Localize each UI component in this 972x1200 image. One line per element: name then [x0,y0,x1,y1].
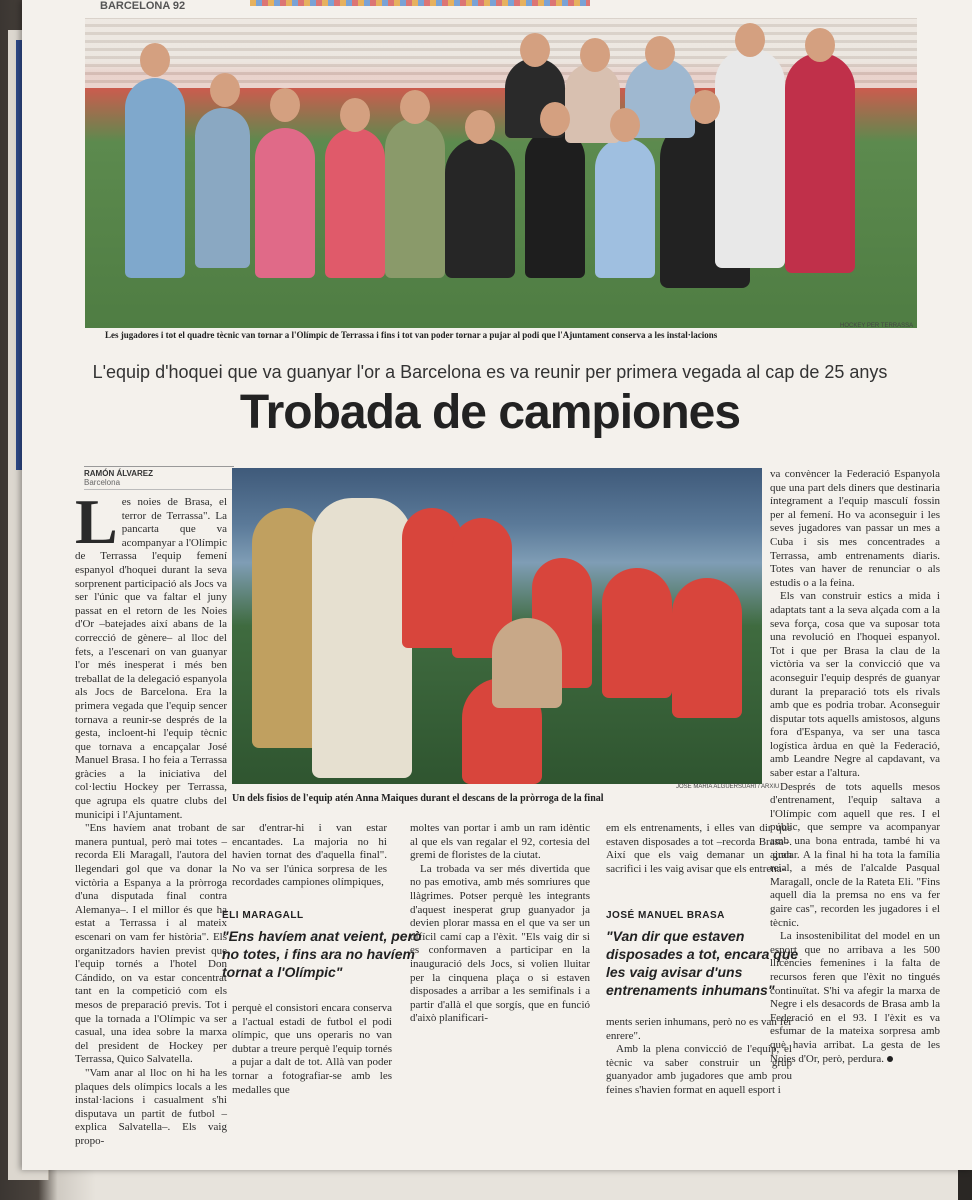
headline: Trobada de campiones [239,386,741,439]
photo-caption: Les jugadores i tot el quadre tècnic van tornar a l'Olímpic de Terrassa i fins i tot van poder tornar a pujar al podi que l'Ajuntament conserva a les instal·lacions [105,330,718,340]
person-head [140,43,170,77]
article-column-1 [75,486,227,1147]
person-head [610,108,640,142]
person-head [210,73,240,107]
photo-credit: JOSÉ MARÍA ALGUERSUARI / ARXIU [676,784,780,790]
person-figure [445,138,515,278]
person-figure [325,128,385,278]
photo-caption: Un dels fisios de l'equip atén Anna Maiques durant el descans de la pròrroga de la final [232,793,604,804]
paragraph: La trobada va ser més divertida que no pas emotiva, amb més somriures que llàgrimes. Potser perquè les integrants d'aquest inesperat grup guanyador ja devien plorar massa en el que va ser un difícil camí cap a l'èxit. "Els vaig dir si es conformaven a participar en la inauguració dels Jocs, si volien lluitar per la cinquena plaça o si estaven disposades a arribar a les semifinals i a partir d'allà el que sorgís, que en funció d'això planificari- [410,862,590,1025]
paragraph: sar d'entrar-hi i van estar encantades. La majoria no hi havien tornat des d'aquella final". No va ser l'única sorpresa de les recordades campiones olímpiques, [232,822,387,889]
person-figure [672,578,742,718]
end-mark-icon [887,1056,893,1062]
pull-quote-maragall [222,910,422,981]
paragraph: "Vam anar al lloc on hi ha les plaques dels olímpics locals a les instal·lacions i casualment s'hi disputava un partit de futbol –explica Salvatella–. Els vaig propo- [75,1066,227,1147]
masthead-stripe [250,0,590,6]
person-figure [715,48,785,268]
byline-place: Barcelona [84,478,234,490]
match-photo [232,468,762,784]
person-figure [195,108,250,268]
person-head [645,36,675,70]
paragraph: Després de tots aquells mesos d'entrenament, l'equip saltava a l'Olímpic com aquell que res. I el públic, que sempre va acompanyar amb una bona entrada, també hi va ajudar. A la final hi ha tota la família reial, a més de l'alcalde Pasqual Maragall, oncle de la Rateta Eli. "Fins aquell dia la premsa no ens va fer gaire cas", recorden les jugadores i el tècnic. [770,780,940,929]
person-head [540,102,570,136]
paragraph: ments serien inhumans, però no es van fer enrere". [606,1016,792,1042]
person-head [400,90,430,124]
person-figure [785,53,855,273]
person-figure [312,498,412,778]
paragraph: moltes van portar i amb un ram idèntic al que els van regalar el 92, cortesia del gremi de floristes de la ciutat. [410,822,590,862]
masthead: BARCELONA 92 [100,0,186,12]
photo-credit: HOCKEY PER TERRASSA [840,323,914,329]
dropcap: L [75,486,118,557]
person-head [465,110,495,144]
person-head [690,90,720,124]
person-head [735,23,765,57]
article-column-2 [232,822,387,890]
paragraph: "Ens havíem anat trobant de manera puntual, però mai totes –recorda Eli Maragall, l'autora del llegendari gol que va donar la victòria a Espanya a la pròrroga d'una disputada final contra Alemanya–. I el millor és que ha estat a Terrassa i al mateix escenari on vam fer història". Els organitzadors havien previst que l'equip tornés a l'hotel Don Cándido, on va estar concentrat tant en la competició com els mesos de preparació previs. Tot i que la tornada a l'Olímpic va ser casual, una idea sobre la marxa del president de Hockey per Terrassa, Quico Salvatella. [75,822,227,1066]
pull-quote-name: JOSÉ MANUEL BRASA [606,910,725,921]
person-figure [255,128,315,278]
person-head [805,28,835,62]
person-head [580,38,610,72]
person-figure [492,618,562,708]
article-column-4 [606,822,792,876]
person-figure [125,78,185,278]
paragraph: va convèncer la Federació Espanyola que una part dels diners que destinaria íntegrament a l'equip masculí fossin per al femení. Ho va aconseguir i les seves jugadores van passar un mes a Cuba i sis mes concentrades a Terrassa, amb entrenaments diaris. Totes van haver de renunciar o als estudis o a la feina. [770,468,940,589]
byline-name: RAMÓN ÁLVAREZ [84,469,154,478]
paragraph: Amb la plena convicció de l'equip, el tècnic va saber construir un grup guanyador amb jugadores que amb prou feines s'havien format en aquell esport i [606,1043,792,1096]
article-column-3 [410,822,590,1142]
pull-quote-text: "Van dir que estaven disposades a tot, encara que les vaig avisar d'uns entrenaments inhumans" [606,928,799,998]
person-head [520,33,550,67]
person-figure [525,128,585,278]
article-column-5 [770,468,940,1128]
paragraph: Els van construir estics a mida i adaptats tant a la seva alçada com a la seva força, cosa que va suposar tota una revolució en l'hoquei espanyol. Tot i que per Brasa la clau de la victòria va ser la convicció que va aconseguir l'equip després de guanyar durant la preparació tots els rivals amb que es podria trobar. Aconseguir disputar tots aquells amistosos, alguns fora d'Espanya, va ser una tasca logística àrdua en què la Federació, amb Leandre Negre al capdavant, va saber estar a l'altura. [770,590,940,780]
paragraph [770,930,940,1066]
person-head [270,88,300,122]
team-photo [85,18,917,328]
pull-quote-text: "Ens havíem anat veient, però no totes, i fins ara no havíem tornat a l'Olímpic" [222,928,422,980]
person-figure [385,118,445,278]
kicker: L'equip d'hoquei que va guanyar l'or a Barcelona es va reunir per primera vegada al cap de 25 anys [92,362,888,382]
person-head [340,98,370,132]
paragraph: perquè el consistori encara conserva a l'actual estadi de futbol el podi olímpic, que uns operaris no van dubtar a treure perquè l'equip tornés a pujar a dalt de tot. Allà van poder tornar a fotografiar-se amb les medalles que [232,1002,392,1096]
article-column-4b [606,1016,792,1098]
paragraph: es noies de Brasa, el terror de Terrassa". La pancarta que va acompanyar a l'Olímpic de Terrassa l'equip femení espanyol d'hoquei durant la seva sorprenent participació als Jocs va ser l'únic que va faltar el juny passat en el retorn de les Noies d'Or –batejades així abans de la correcció de gènere– al lloc del fets, a l'escenari on van guanyar l'or més inesperat i més ben treballat de la delegació espanyola als Jocs de Barcelona. Era la primera vegada que l'equip sencer tornava a reunir-se després de la gesta, incloent-hi l'equip tècnic que tornava a encapçalar José Manuel Brasa. I ho feia a Terrassa gràcies a la iniciativa del col·lectiu Hockey per Terrassa, que agrupa els quatre clubs del municipi i l'Ajuntament. [75,496,227,821]
article-column-2b [232,1002,392,1097]
person-figure [595,138,655,278]
paragraph-text: La insostenibilitat del model en un esport que no arribava a les 500 llicències femenines i la falta de recursos feren que l'èxit no tingués continuïtat. S'hi va afegir la marxa de Negre i els desacords de Brasa amb la Federació en el 93. I l'èxit es va esfumar de la mateixa sorpresa amb què havia arribat. La gesta de les Noies d'Or, però, perdura. [770,930,940,1065]
pull-quote-name: ELI MARAGALL [222,910,304,921]
paragraph: em els entrenaments, i elles van dir que estaven disposades a tot –recorda Brasa–. Així que els vaig demanar un gran sacrifici i les vaig avisar que els entrena- [606,822,792,875]
person-figure [602,568,672,698]
